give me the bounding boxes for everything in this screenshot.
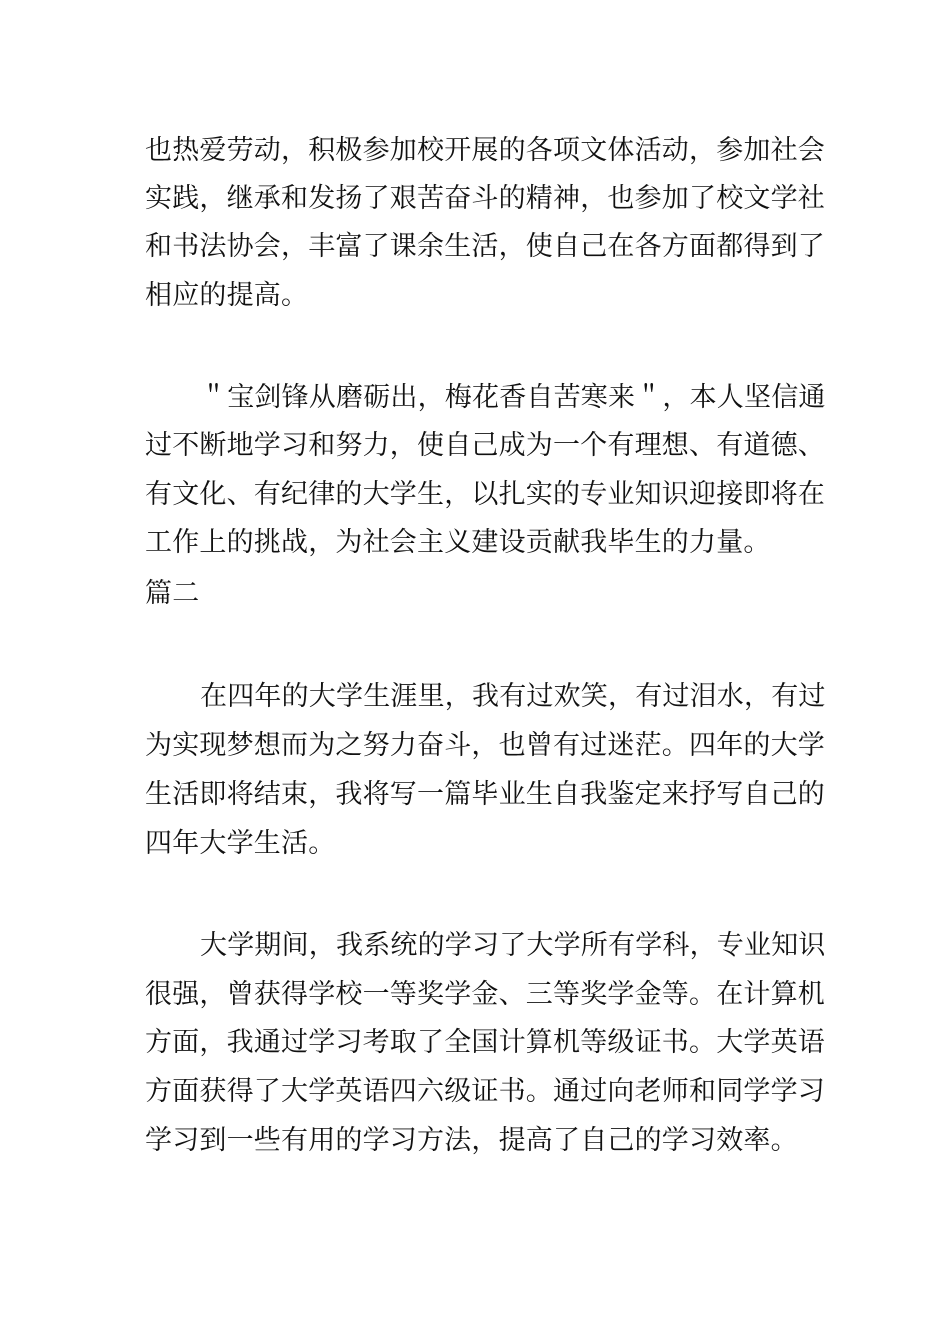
paragraph-line: 有文化、有纪律的大学生，以扎实的专业知识迎接即将在 — [145, 479, 825, 510]
paragraph-line: ＂宝剑锋从磨砺出，梅花香自苦寒来＂，本人坚信通 — [200, 382, 826, 413]
paragraph-line: 和书法协会，丰富了课余生活，使自己在各方面都得到了 — [145, 231, 825, 262]
paragraph-line: 生活即将结束，我将写一篇毕业生自我鉴定来抒写自己的 — [145, 779, 825, 810]
paragraph-line: 学习到一些有用的学习方法，提高了自己的学习效率。 — [145, 1125, 798, 1156]
section-heading: 篇二 — [145, 578, 200, 609]
paragraph-line: 方面，我通过学习考取了全国计算机等级证书。大学英语 — [145, 1027, 825, 1058]
paragraph-line: 也热爱劳动，积极参加校开展的各项文体活动，参加社会 — [145, 135, 825, 166]
paragraph-line: 过不断地学习和努力，使自己成为一个有理想、有道德、 — [145, 430, 825, 461]
paragraph-line: 相应的提高。 — [145, 280, 309, 311]
paragraph-line: 大学期间，我系统的学习了大学所有学科，专业知识 — [200, 930, 826, 961]
paragraph-line: 为实现梦想而为之努力奋斗，也曾有过迷茫。四年的大学 — [145, 730, 825, 761]
paragraph-line: 四年大学生活。 — [145, 828, 336, 859]
paragraph-line: 工作上的挑战，为社会主义建设贡献我毕生的力量。 — [145, 527, 771, 558]
paragraph-line: 方面获得了大学英语四六级证书。通过向老师和同学学习 — [145, 1076, 825, 1107]
paragraph-line: 在四年的大学生涯里，我有过欢笑，有过泪水，有过 — [200, 681, 826, 712]
paragraph-line: 实践，继承和发扬了艰苦奋斗的精神，也参加了校文学社 — [145, 183, 825, 214]
paragraph-line: 很强，曾获得学校一等奖学金、三等奖学金等。在计算机 — [145, 979, 825, 1010]
